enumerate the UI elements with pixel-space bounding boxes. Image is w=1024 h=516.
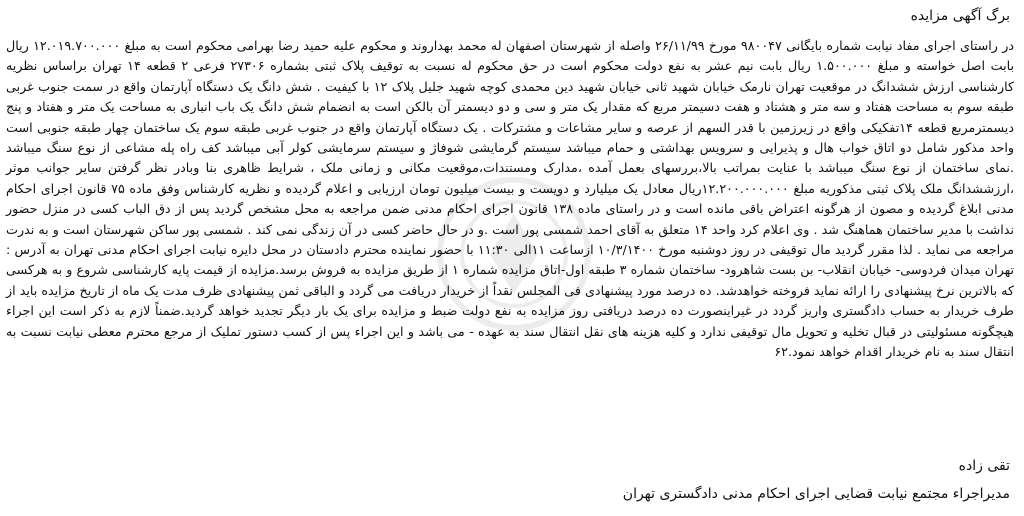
notice-body: در راستای اجرای مفاد نیابت شماره بایگانی ۹۸۰۰۴۷ مورخ ۲۶/۱۱/۹۹ واصله از شهرستان اصفهان له محمد بهداروند و محکوم علیه حمید رضا بهرامی محکوم است به مبلغ ۱۲.۰۱۹.۷۰۰.۰۰۰ ریال بابت اصل خواسته و مبلغ ۱.۵۰۰.۰۰۰ ریال بابت نیم عشر به نفع دولت محکوم است در حق محکوم له نسبت به توقیف پلاک ثبتی بشماره ۲۷۳۰۶ فرعی ۲ قطعه ۱۴ تهران براساس نظریه کارشناسی ارزش ششدانگ در موقعیت تهران نارمک خیابان شهید ثانی خیابان شهید دین محمدی کوچه شهید جلیل پلاک ۱۲ با کیفیت . شش دانگ یک دستگاه آپارتمان واقع در سمت جنوب غربی طبقه سوم به مساحت هفتاد و سه متر و هشتاد و هفت دسیمتر مربع که مقدار یک متر و سی و دو دیسمتر آن بالکن است به انضمام شش دانگ یک باب انباری به مساحت یک متر و هفتاد و پنج دیسمترمربع قطعه ۱۴تفکیکی واقع در زیرزمین با قدر السهم از عرصه و سایر مشاعات و مشترکات . یک دستگاه آپارتمان واقع در جنوب غربی طبقه سوم یک ساختمان چهار طبقه جنوبی است واحد مذکور شامل دو اتاق خواب هال و پذیرایی و سرویس بهداشتی و حمام میباشد سیستم گرمایشی شوفاژ و سیستم سرمایشی کولر آبی میباشد کف راه پله مشاعی از نوع سنگ میباشد .نمای ساختمان از نوع سنگ میباشد با عنایت بمراتب بالا،بررسهای بعمل آمده ،مدارک ومستندات،موقعیت مکانی و زمانی ملک ، شرایط ظاهری بنا وبادر نظر گرفتن سایر جوانب موثر ،ارزششدانگ ملک پلاک ثبتی مذکوریه مبلغ ۱۲.۲۰۰.۰۰۰.۰۰۰ریال معادل یک میلیارد و دویست و بیست میلیون تومان ارزیابی و اعلام گردیده و نظریه کارشناس وفق ماده ۷۵ قانون اجرای احکام مدنی ابلاغ گردیده و مصون از هرگونه اعتراض باقی مانده است و در راستای ماده ۱۳۸ قانون اجرای احکام مدنی ضمن مراجعه به محل مشخص گردید پس از دق الباب کسی در منزل حضور نداشت با مدیر ساختمان هماهنگ شد . وی اعلام کرد واحد ۱۴ متعلق به آقای احمد شمسی پور است .و در حال حاضر کسی در آن زندگی نمی کند . شمسی پور ساکن شهرستان است و به ندرت مراجعه می نماید . لذا مقرر گردید مال توقیفی در روز دوشنبه مورخ ۱۰/۳/۱۴۰۰ ازساعت ۱۱الی ۱۱:۳۰ با حضور نماینده محترم دادستان در محل دایره نیابت اجرای احکام مدنی تهران به آدرس : تهران میدان فردوسی- خیابان انقلاب- بن بست شاهرود- ساختمان شماره ۳ طبقه اول-اتاق مزایده شماره ۱ از طریق مزایده به فروش برسد.مزایده از قیمت پایه کارشناسی شروع و به هرکسی که بالاترین نرخ پیشنهادی را ارائه نماید فروخته خواهدشد. ده درصد مورد پیشنهادی فی المجلس نقداً از خریدار دریافت می گردد و الباقی ثمن پیشنهادی ظرف مدت یک ماه از تاریخ مزایده باید از طرف خریدار به حساب دادگستری واریز گردد در غیراینصورت ده درصد دریافتی روز مزایده به نفع دولت ضبط و مزایده برای یک بار دیگر تجدید خواهد گردید.ضمناً لازم به ذکر است این اجراء هیچگونه مسئولیتی در قبال تخلیه و تحویل مال توقیفی ندارد و کلیه هزینه های نقل انتقال سند به عهده - می باشد و این اجراء پس از کسب دستور تملیک از مرجع محترم معطی نیابت نسبت به انتقال سند به نام خریدار اقدام خواهد نمود.۶۲	[6, 38, 1015, 360]
signer-name: تقی زاده	[958, 458, 1010, 474]
auction-notice	[4, 4, 1018, 510]
notice-title: برگ آگهی مزایده	[910, 8, 1010, 24]
signer-position: مدیراجراء مجتمع نیابت قضایی اجرای احکام مدنی دادگستری تهران	[622, 486, 1010, 502]
